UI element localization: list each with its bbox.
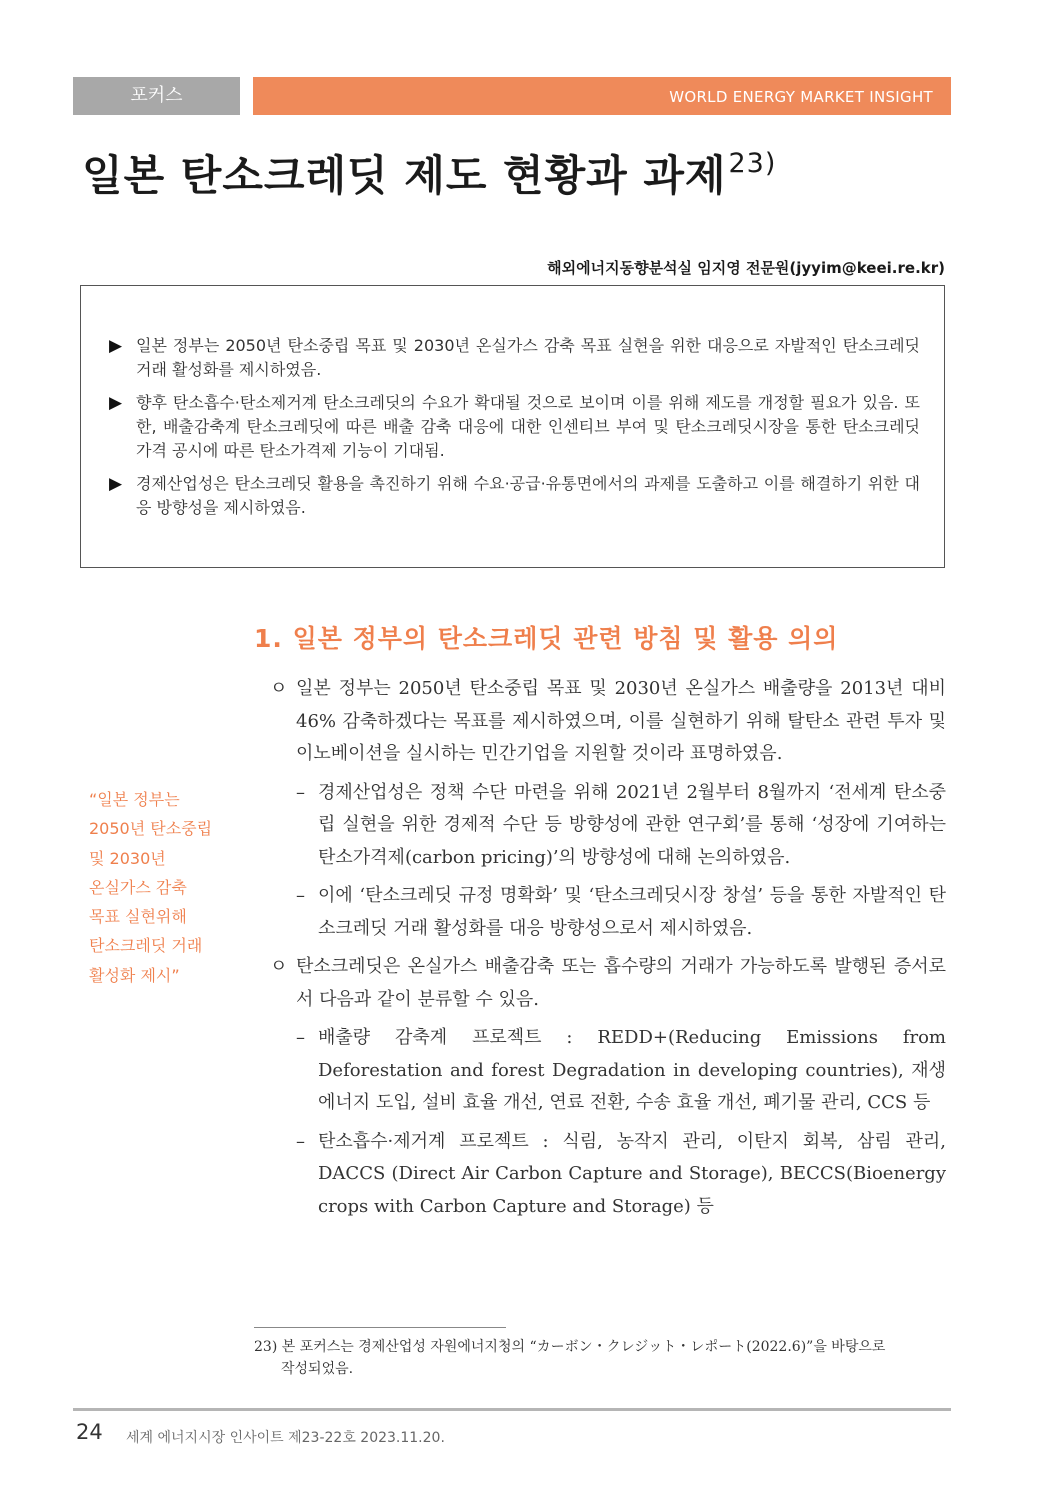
footnote-number: 23) (254, 1339, 278, 1355)
triangle-bullet-icon: ▶ (109, 336, 123, 356)
pull-quote-line: 활성화 제시” (89, 965, 180, 985)
pull-quote (89, 785, 239, 990)
sub-paragraph-text: 탄소흡수·제거계 프로젝트 : 식림, 농작지 관리, 이탄지 회복, 삼림 관리, DACCS (Direct Air Carbon Capture and Storage), BECCS(Bioenergy crops with Carbon Capture and Storage) 등 (318, 1130, 946, 1217)
dash-bullet-icon: – (296, 1130, 305, 1152)
sub-paragraph (296, 777, 946, 875)
circle-bullet-icon: ㅇ (270, 956, 288, 977)
summary-text: 일본 정부는 2050년 탄소중립 목표 및 2030년 온실가스 감축 목표 실현을 위한 대응으로 자발적인 탄소크레딧 거래 활성화를 제시하였음. (136, 336, 920, 379)
triangle-bullet-icon: ▶ (109, 474, 123, 494)
summary-item (109, 391, 920, 463)
sub-paragraph-text: 이에 ‘탄소크레딧 규정 명확화’ 및 ‘탄소크레딧시장 창설’ 등을 통한 자발적인 탄소크레딧 거래 활성화를 대응 방향성으로서 제시하였음. (318, 885, 946, 939)
sub-paragraph (296, 1022, 946, 1120)
footer-divider (73, 1408, 951, 1411)
pull-quote-line: 목표 실현위해 (89, 907, 187, 927)
paragraph (270, 673, 946, 771)
footnote-line: 작성되었음. (281, 1361, 354, 1377)
sub-paragraph-text: 배출량 감축계 프로젝트 : REDD+(Reducing Emissions from Deforestation and forest Degradation in developing countries), 재생에너지 도입, 설비 효율 개선, 연료 전환, 수송 효율 개선, 폐기물 관리, CCS 등 (318, 1027, 946, 1113)
publication-banner: WORLD ENERGY MARKET INSIGHT (253, 77, 951, 115)
summary-item (109, 334, 920, 382)
section-body (270, 673, 946, 1229)
footnote-line (254, 1336, 946, 1358)
sub-paragraph-text: 경제산업성은 정책 수단 마련을 위해 2021년 2월부터 8월까지 ‘전세계 탄소중립 실현을 위한 경제적 수단 등 방향성에 관한 연구회’를 통해 ‘성장에 기여하는 탄소가격제(carbon pricing)’의 방향성에 대해 논의하였음. (318, 781, 946, 868)
summary-box (80, 285, 945, 568)
author-line: 해외에너지동향분석실 임지영 전문원(jyyim@keei.re.kr) (547, 259, 945, 277)
page-number: 24 (76, 1420, 103, 1444)
footnote-text: 본 포커스는 경제산업성 자원에너지청의 “カーボン・クレジット・レポート(2022.6)”을 바탕으로 (281, 1339, 886, 1355)
title-footnote-ref[interactable]: 23) (728, 148, 777, 179)
article-title-text: 일본 탄소크레딧 제도 현황과 과제 (82, 151, 727, 200)
summary-text: 향후 탄소흡수·탄소제거계 탄소크레딧의 수요가 확대될 것으로 보이며 이를 위해 제도를 개정할 필요가 있음. 또한, 배출감축계 탄소크레딧에 따른 배출 감축 대응에 대한 인센티브 부여 및 탄소크레딧시장을 통한 탄소크레딧 가격 공시에 따른 탄소가격제 기능이 기대됨. (136, 393, 920, 460)
pull-quote-line: 및 2030년 (89, 848, 166, 868)
footnote-divider (254, 1327, 506, 1328)
paragraph-text: 탄소크레딧은 온실가스 배출감축 또는 흡수량의 거래가 가능하도록 발행된 증서로서 다음과 같이 분류할 수 있음. (296, 956, 946, 1010)
dash-bullet-icon: – (296, 781, 305, 803)
triangle-bullet-icon: ▶ (109, 393, 123, 413)
pull-quote-line: 탄소크레딧 거래 (89, 936, 203, 956)
summary-text: 경제산업성은 탄소크레딧 활용을 촉진하기 위해 수요·공급·유통면에서의 과제를 도출하고 이를 해결하기 위한 대응 방향성을 제시하였음. (136, 474, 920, 517)
summary-item (109, 472, 920, 520)
footnote (254, 1336, 946, 1380)
dash-bullet-icon: – (296, 885, 305, 906)
publication-info: 세계 에너지시장 인사이트 제23-22호 2023.11.20. (126, 1430, 445, 1446)
pull-quote-line: 온실가스 감축 (89, 877, 187, 897)
pull-quote-line: “일본 정부는 (89, 790, 180, 809)
sub-paragraph (296, 1126, 946, 1224)
section-heading: 1. 일본 정부의 탄소크레딧 관련 방침 및 활용 의의 (254, 624, 839, 653)
paragraph-text: 일본 정부는 2050년 탄소중립 목표 및 2030년 온실가스 배출량을 2013년 대비 46% 감축하겠다는 목표를 제시하였으며, 이를 실현하기 위해 탈탄소 관련 투자 및 이노베이션을 실시하는 민간기업을 지원할 것이라 표명하였음. (296, 678, 946, 764)
sub-paragraph (296, 880, 946, 945)
pull-quote-line: 2050년 탄소중립 (89, 819, 213, 839)
circle-bullet-icon: ㅇ (270, 678, 288, 699)
paragraph (270, 951, 946, 1016)
dash-bullet-icon: – (296, 1027, 305, 1048)
article-title (82, 143, 776, 203)
section-tag: 포커스 (73, 77, 240, 115)
